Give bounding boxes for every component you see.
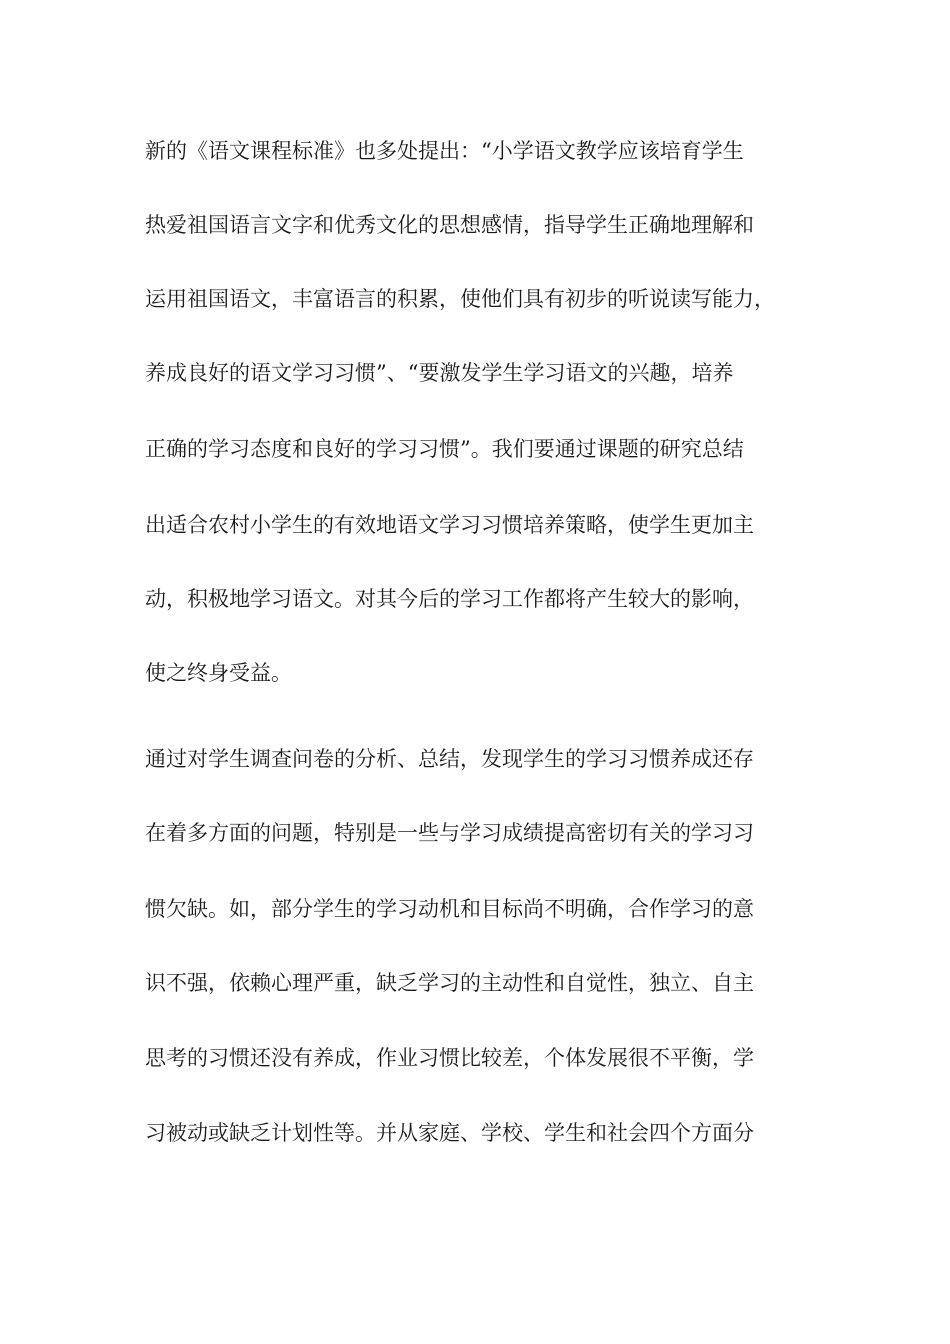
- paragraph-1-line-5: 正确的学习态度和良好的学习习惯”。我们要通过课题的研究总结: [145, 437, 744, 461]
- paragraph-2-line-6: 习被动或缺乏计划性等。并从家庭、学校、学生和社会四个方面分: [145, 1121, 754, 1145]
- paragraph-1-line-2: 热爱祖国语言文字和优秀文化的思想感情，指导学生正确地理解和: [145, 213, 754, 237]
- paragraph-2-line-3: 惯欠缺。如，部分学生的学习动机和目标尚不明确，合作学习的意: [145, 897, 754, 921]
- paragraph-2-line-1: 通过对学生调查问卷的分析、总结，发现学生的学习习惯养成还存: [145, 747, 754, 771]
- paragraph-1-line-3: 运用祖国语文，丰富语言的积累，使他们具有初步的听说读写能力，: [145, 287, 775, 311]
- paragraph-2-line-5: 思考的习惯还没有养成，作业习惯比较差，个体发展很不平衡，学: [145, 1046, 754, 1070]
- paragraph-1-line-1: 新的《语文课程标准》也多处提出：“小学语文教学应该培育学生: [145, 139, 744, 163]
- paragraph-1-line-7: 动，积极地学习语文。对其今后的学习工作都将产生较大的影响，: [145, 587, 754, 611]
- paragraph-2-line-4: 识不强，依赖心理严重，缺乏学习的主动性和自觉性，独立、自主: [145, 971, 754, 995]
- paragraph-1-line-8: 使之终身受益。: [145, 661, 292, 685]
- paragraph-1-line-4: 养成良好的语文学习习惯”、“要激发学生学习语文的兴趣，培养: [145, 361, 734, 385]
- paragraph-1-line-6: 出适合农村小学生的有效地语文学习习惯培养策略，使学生更加主: [145, 513, 754, 537]
- paragraph-2-line-2: 在着多方面的问题，特别是一些与学习成绩提高密切有关的学习习: [145, 821, 754, 845]
